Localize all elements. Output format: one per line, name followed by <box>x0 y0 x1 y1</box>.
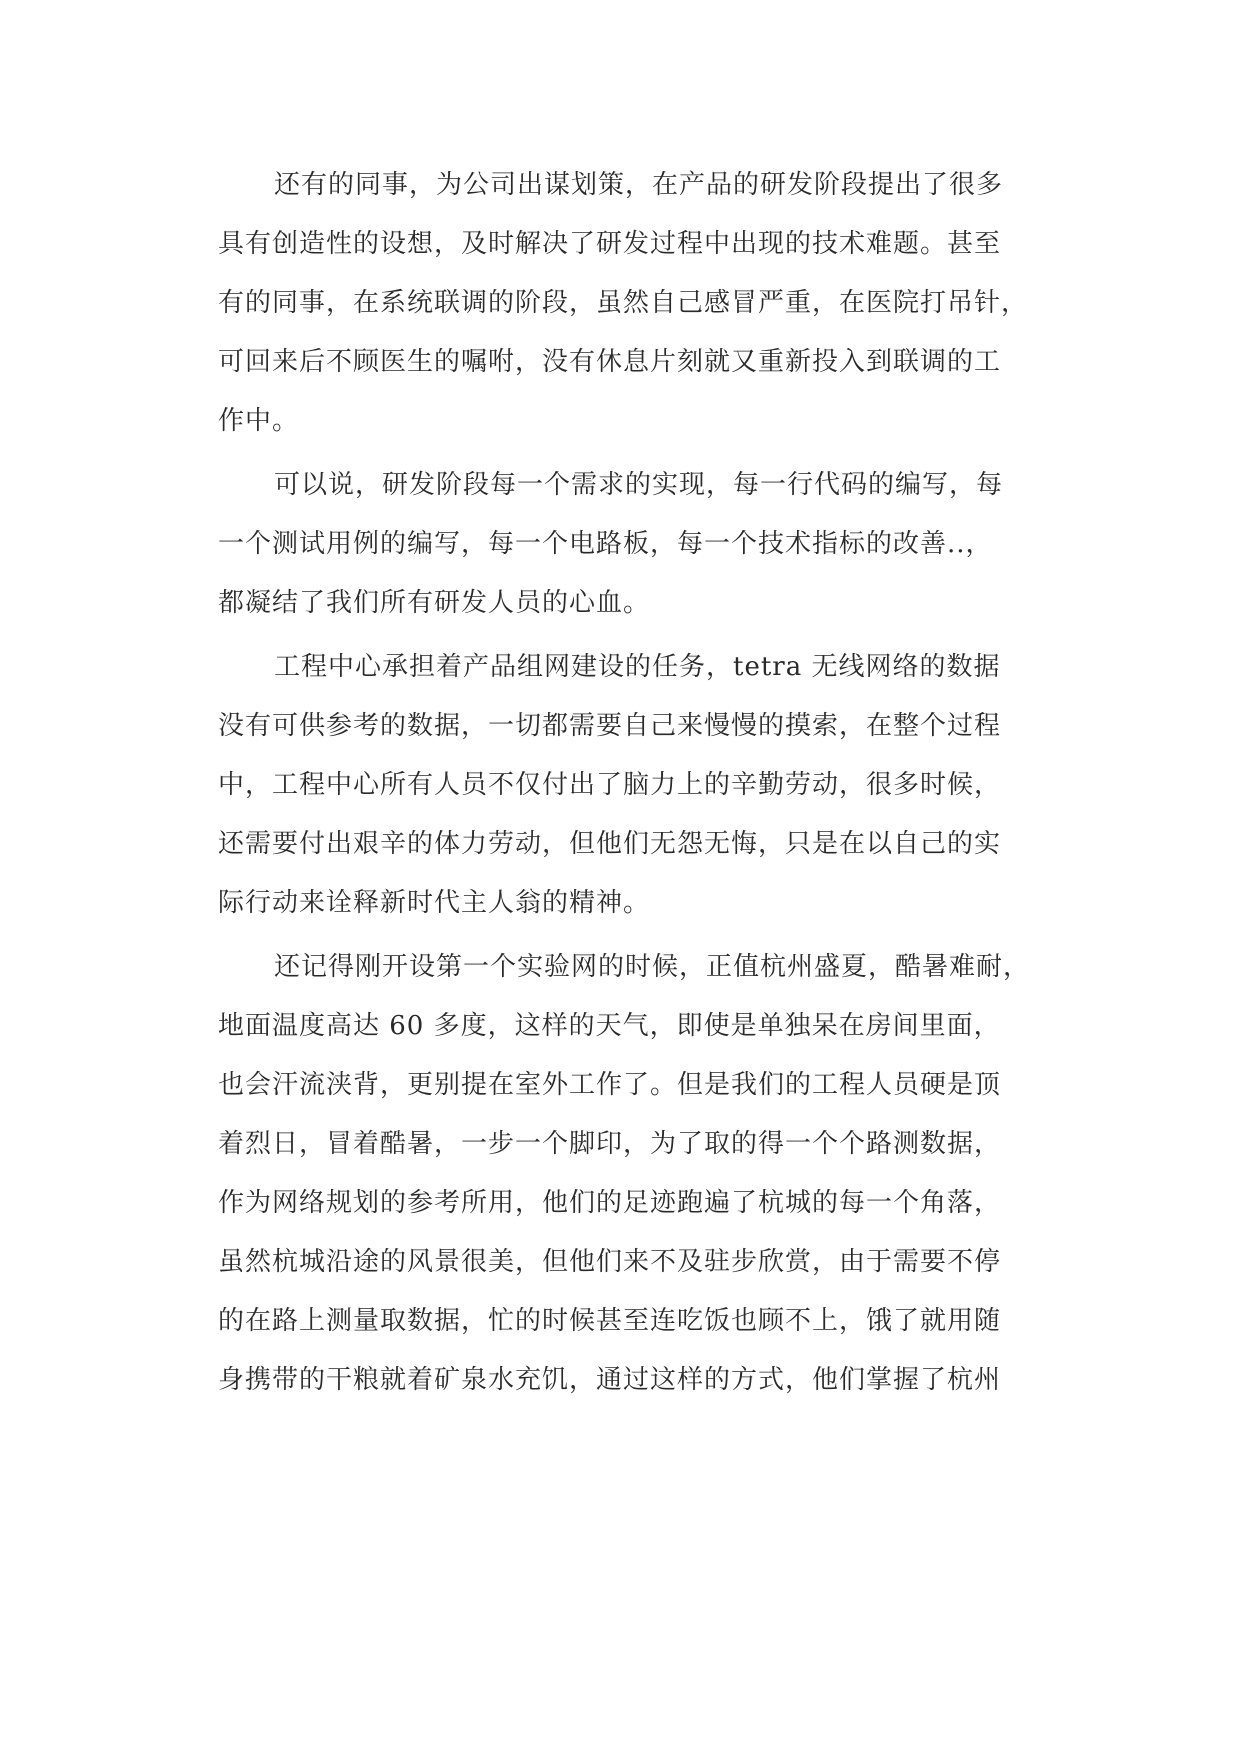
text-line: 具有创造性的设想，及时解决了研发过程中出现的技术难题。甚至 <box>218 229 1002 259</box>
text-line: 可以说，研发阶段每一个需求的实现，每一行代码的编写，每 <box>274 470 1004 500</box>
text-line: 虽然杭城沿途的风景很美，但他们来不及驻步欣赏，由于需要不停 <box>218 1247 1002 1277</box>
text-line: 也会汗流浃背，更别提在室外工作了。但是我们的工程人员硬是顶 <box>218 1070 1002 1100</box>
text-line: 身携带的干粮就着矿泉水充饥，通过这样的方式，他们掌握了杭州 <box>218 1365 1002 1395</box>
text-line: 地面温度高达 60 多度，这样的天气，即使是单独呆在房间里面， <box>218 1011 1001 1041</box>
text-line: 还有的同事，为公司出谋划策，在产品的研发阶段提出了很多 <box>274 170 1004 200</box>
text-line: 作为网络规划的参考所用，他们的足迹跑遍了杭城的每一个角落， <box>218 1188 1002 1218</box>
text-line: 的在路上测量取数据，忙的时候甚至连吃饭也顾不上，饿了就用随 <box>218 1306 1002 1336</box>
text-line: 作中。 <box>218 406 300 436</box>
text-line: 还需要付出艰辛的体力劳动，但他们无怨无悔，只是在以自己的实 <box>218 829 1002 859</box>
text-line: 还记得刚开设第一个实验网的时候，正值杭州盛夏，酷暑难耐， <box>274 952 1031 982</box>
text-line: 没有可供参考的数据，一切都需要自己来慢慢的摸索，在整个过程 <box>218 711 1002 741</box>
text-line: 中，工程中心所有人员不仅付出了脑力上的辛勤劳动，很多时候， <box>218 770 1002 800</box>
paragraph-1 <box>218 156 1088 451</box>
text-line: 都凝结了我们所有研发人员的心血。 <box>218 588 651 618</box>
text-line: 一个测试用例的编写，每一个电路板，每一个技术指标的改善..， <box>218 529 993 559</box>
body-text <box>218 156 1088 1410</box>
paragraph-3 <box>218 638 1088 933</box>
paragraph-2 <box>218 456 1088 633</box>
text-line: 可回来后不顾医生的嘱咐，没有休息片刻就又重新投入到联调的工 <box>218 347 1002 377</box>
paragraph-4 <box>218 938 1088 1410</box>
text-line: 着烈日，冒着酷暑，一步一个脚印，为了取的得一个个路测数据， <box>218 1129 1002 1159</box>
text-line: 工程中心承担着产品组网建设的任务，tetra 无线网络的数据 <box>274 652 1001 682</box>
text-line: 际行动来诠释新时代主人翁的精神。 <box>218 888 651 918</box>
text-line: 有的同事，在系统联调的阶段，虽然自己感冒严重，在医院打吊针， <box>218 288 1029 318</box>
